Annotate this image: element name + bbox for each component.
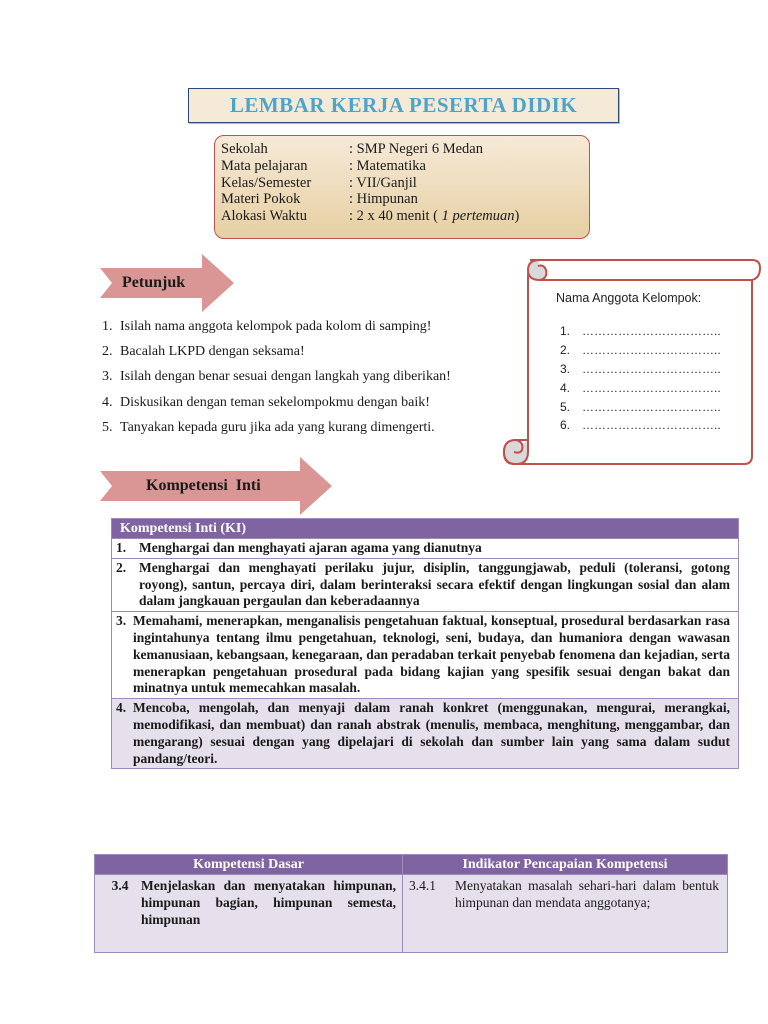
member-number: 1. bbox=[560, 324, 571, 339]
ipk-code: 3.4.1 bbox=[409, 878, 436, 893]
group-members-title: Nama Anggota Kelompok: bbox=[556, 291, 702, 305]
member-line: …………………………….. bbox=[582, 399, 721, 414]
table-cell bbox=[112, 558, 739, 611]
table-header-ipk: Indikator Pencapaian Kompetensi bbox=[403, 855, 728, 875]
info-row-kelas bbox=[221, 175, 589, 192]
table-cell bbox=[95, 875, 403, 953]
kompetensi-inti-label: Kompetensi Inti bbox=[146, 477, 261, 494]
ki-text: Memahami, menerapkan, menganalisis pengetahuan faktual, konseptual, prosedural berdasarkan rasa ingintahunya tentang ilmu pengetahuan, teknologi, seni, budaya, dan humaniora dengan wawasan kemanusiaan, kebangsaan, kenegaraan, dan peradaban terkait penyebab fenomena dan kejadian, serta menerapkan pengetahuan prosedural pada bidang kajian yang spesifik sesuai dengan bakat dan minatnya untuk memecahkan masalah. bbox=[133, 613, 730, 696]
member-slot[interactable] bbox=[560, 322, 721, 341]
table-header-kd: Kompetensi Dasar bbox=[95, 855, 403, 875]
members-list bbox=[560, 322, 721, 435]
table-row bbox=[112, 558, 739, 611]
petunjuk-label: Petunjuk bbox=[122, 274, 186, 291]
info-value-em: 1 pertemuan bbox=[441, 208, 515, 225]
table-row bbox=[112, 699, 739, 769]
table-row bbox=[95, 875, 728, 953]
list-item bbox=[102, 314, 522, 339]
list-item-number: 2. bbox=[102, 344, 113, 360]
info-value bbox=[349, 208, 519, 225]
list-item bbox=[102, 390, 522, 415]
info-row-sekolah bbox=[221, 141, 589, 158]
member-number: 3. bbox=[560, 361, 571, 376]
document-title: LEMBAR KERJA PESERTA DIDIK bbox=[229, 93, 578, 117]
table-cell bbox=[403, 875, 728, 953]
info-value: : SMP Negeri 6 Medan bbox=[349, 141, 483, 157]
member-number: 2. bbox=[560, 343, 571, 358]
member-line: …………………………….. bbox=[582, 343, 721, 358]
kompetensi-inti-table bbox=[111, 518, 739, 769]
member-slot[interactable] bbox=[560, 416, 721, 435]
info-value: : Himpunan bbox=[349, 191, 418, 208]
ki-number: 2. bbox=[116, 559, 127, 575]
info-label: Alokasi Waktu bbox=[221, 208, 307, 225]
info-label: Sekolah bbox=[221, 141, 268, 157]
info-row-materi bbox=[221, 191, 589, 208]
list-item-text: Isilah dengan benar sesuai dengan langkah yang diberikan! bbox=[120, 369, 451, 385]
list-item bbox=[102, 365, 522, 390]
ki-number: 3. bbox=[116, 613, 127, 629]
member-slot[interactable] bbox=[560, 360, 721, 379]
member-slot[interactable] bbox=[560, 397, 721, 416]
table-cell bbox=[112, 699, 739, 769]
member-number: 6. bbox=[560, 418, 571, 433]
list-item-text: Bacalah LKPD dengan seksama! bbox=[120, 344, 305, 360]
table-header-row bbox=[112, 519, 739, 539]
member-slot[interactable] bbox=[560, 341, 721, 360]
member-slot[interactable] bbox=[560, 378, 721, 397]
info-row-mapel bbox=[221, 158, 589, 175]
instruction-list bbox=[102, 314, 522, 441]
list-item-number: 5. bbox=[102, 420, 113, 436]
member-number: 4. bbox=[560, 380, 571, 395]
info-row-alokasi bbox=[221, 208, 589, 225]
member-line: …………………………….. bbox=[582, 361, 721, 376]
list-item bbox=[102, 416, 522, 441]
info-label: Materi Pokok bbox=[221, 191, 301, 208]
ki-text: Menghargai dan menghayati perilaku jujur, disiplin, tanggungjawab, peduli (toleransi, gotong royong), santun, percaya diri, dalam berinteraksi secara efektif dengan lingkungan sosial dan alam dalam jangkauan pergaulan dan keberadaannya bbox=[139, 559, 730, 609]
table-cell bbox=[112, 612, 739, 699]
member-line: …………………………….. bbox=[582, 418, 721, 433]
petunjuk-arrow bbox=[100, 254, 236, 312]
table-cell bbox=[112, 539, 739, 559]
ki-number: 1. bbox=[116, 540, 127, 555]
kompetensi-dasar-table bbox=[94, 854, 728, 953]
kompetensi-inti-arrow bbox=[100, 457, 334, 515]
kd-code: 3.4 bbox=[111, 878, 129, 893]
title-box bbox=[188, 88, 619, 123]
list-item bbox=[102, 339, 522, 364]
ki-number: 4. bbox=[116, 700, 127, 716]
info-value-suffix: ) bbox=[514, 208, 520, 225]
info-value: : VII/Ganjil bbox=[349, 174, 417, 191]
kd-text: Menjelaskan dan menyatakan himpunan, himpunan bagian, himpunan semesta, himpunan bbox=[141, 878, 396, 927]
member-number: 5. bbox=[560, 399, 571, 414]
list-item-text: Isilah nama anggota kelompok pada kolom di samping! bbox=[120, 318, 432, 334]
table-header: Kompetensi Inti (KI) bbox=[112, 519, 739, 539]
member-line: …………………………….. bbox=[582, 324, 721, 339]
table-header-row bbox=[95, 855, 728, 875]
table-row bbox=[112, 539, 739, 559]
list-item-text: Tanyakan kepada guru jika ada yang kurang dimengerti. bbox=[120, 420, 435, 436]
member-line: …………………………….. bbox=[582, 380, 721, 395]
list-item-number: 4. bbox=[102, 394, 113, 410]
info-label: Mata pelajaran bbox=[221, 157, 308, 174]
ki-text: Mencoba, mengolah, dan menyaji dalam ranah konkret (menggunakan, mengurai, merangkai, memodifikasi, dan membuat) dan ranah abstrak (menulis, membaca, menghitung, menggambar, dan mengarang) sesuai dengan yang dipelajari di sekolah dan sumber lain yang sama dalam sudut pandang/teori. bbox=[133, 700, 730, 766]
table-row bbox=[112, 612, 739, 699]
info-value-prefix: : 2 x 40 menit ( bbox=[349, 208, 442, 225]
group-members-scroll bbox=[500, 256, 764, 468]
info-box bbox=[214, 135, 590, 239]
info-label: Kelas/Semester bbox=[221, 174, 312, 191]
ki-text: Menghargai dan menghayati ajaran agama yang dianutnya bbox=[139, 540, 482, 555]
info-value: : Matematika bbox=[349, 157, 426, 174]
list-item-number: 1. bbox=[102, 318, 113, 334]
list-item-number: 3. bbox=[102, 369, 113, 385]
list-item-text: Diskusikan dengan teman sekelompokmu dengan baik! bbox=[120, 394, 430, 410]
ipk-text: Menyatakan masalah sehari-hari dalam bentuk himpunan dan mendata anggotanya; bbox=[455, 878, 719, 910]
